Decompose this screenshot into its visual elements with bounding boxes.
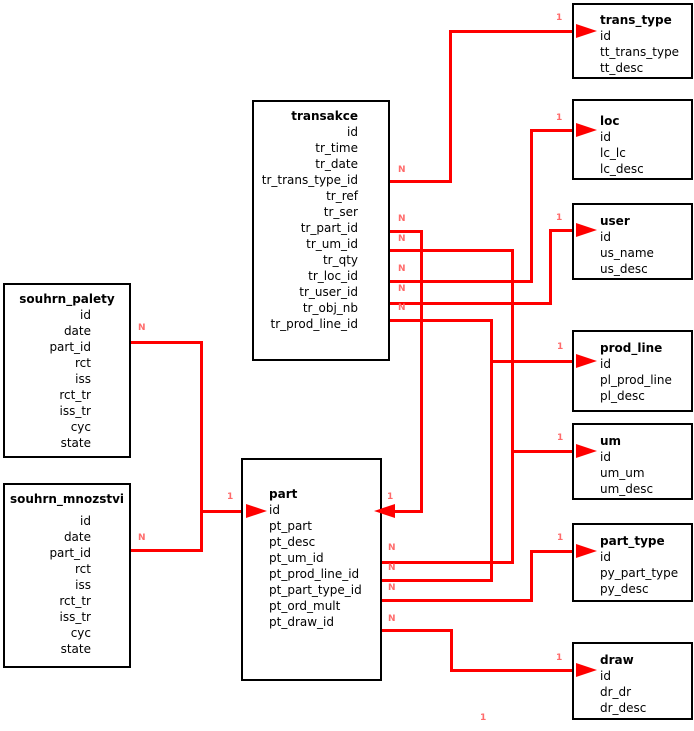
cardinality-1: 1 bbox=[227, 492, 234, 502]
cardinality-stray: 1 bbox=[480, 713, 487, 723]
cardinality-1: 1 bbox=[556, 113, 563, 123]
cardinality-1: 1 bbox=[557, 342, 564, 352]
table-trans-type bbox=[572, 3, 693, 79]
table-part-type-title: part_type bbox=[600, 534, 665, 548]
field-pt_part_type_id: pt_part_type_id bbox=[269, 583, 362, 597]
arrowhead-icon-draw bbox=[576, 663, 597, 677]
field-pt_desc: pt_desc bbox=[269, 535, 316, 549]
field-state: state bbox=[60, 642, 91, 656]
field-tr_qty: tr_qty bbox=[322, 253, 358, 267]
field-tr_obj_nb: tr_obj_nb bbox=[302, 301, 358, 315]
field-pl_prod_line: pl_prod_line bbox=[600, 373, 672, 387]
table-souhrn-palety-fields bbox=[5, 307, 129, 451]
relationship-line bbox=[200, 341, 203, 552]
table-souhrn-mnozstvi-fields bbox=[5, 513, 129, 657]
table-user-title: user bbox=[600, 214, 630, 228]
cardinality-1: 1 bbox=[556, 13, 563, 23]
cardinality-n: N bbox=[398, 165, 406, 175]
table-part-type bbox=[572, 523, 693, 602]
cardinality-n: N bbox=[388, 614, 396, 624]
field-id: id bbox=[600, 450, 611, 464]
field-tt_desc: tt_desc bbox=[600, 61, 644, 75]
table-prod-line-fields bbox=[600, 356, 691, 404]
table-user-fields bbox=[600, 229, 691, 277]
field-tr_user_id: tr_user_id bbox=[299, 285, 358, 299]
cardinality-n: N bbox=[398, 264, 406, 274]
relationship-line bbox=[365, 280, 532, 283]
field-tr_date: tr_date bbox=[315, 157, 358, 171]
field-iss: iss bbox=[75, 372, 91, 386]
field-iss: iss bbox=[75, 578, 91, 592]
cardinality-1: 1 bbox=[556, 653, 563, 663]
relationship-line bbox=[359, 599, 532, 602]
table-um bbox=[572, 423, 693, 500]
table-um-title: um bbox=[600, 434, 622, 448]
field-tt_trans_type: tt_trans_type bbox=[600, 45, 680, 59]
cardinality-n: N bbox=[398, 234, 406, 244]
field-lc_desc: lc_desc bbox=[600, 162, 644, 176]
cardinality-1: 1 bbox=[557, 533, 564, 543]
field-um_desc: um_desc bbox=[600, 482, 654, 496]
table-draw-title: draw bbox=[600, 653, 634, 667]
arrowhead-icon-trans-type bbox=[576, 24, 597, 38]
relationship-line bbox=[365, 302, 551, 305]
field-part_id: part_id bbox=[49, 546, 91, 560]
field-tr_trans_type_id: tr_trans_type_id bbox=[261, 173, 358, 187]
field-tr_loc_id: tr_loc_id bbox=[308, 269, 358, 283]
field-cyc: cyc bbox=[70, 420, 91, 434]
relationship-line bbox=[490, 360, 577, 363]
arrowhead-icon-part-left bbox=[246, 504, 267, 518]
relationship-line bbox=[490, 319, 493, 582]
table-draw bbox=[572, 642, 693, 720]
table-souhrn-mnozstvi bbox=[3, 483, 131, 668]
relationship-line bbox=[530, 550, 577, 553]
table-draw-fields bbox=[600, 668, 691, 716]
cardinality-n: N bbox=[398, 303, 406, 313]
field-dr_desc: dr_desc bbox=[600, 701, 647, 715]
field-pl_desc: pl_desc bbox=[600, 389, 645, 403]
cardinality-1: 1 bbox=[557, 433, 564, 443]
field-id: id bbox=[269, 503, 280, 517]
field-date: date bbox=[63, 530, 91, 544]
field-tr_prod_line_id: tr_prod_line_id bbox=[270, 317, 358, 331]
relationship-line bbox=[449, 30, 452, 183]
arrowhead-icon-prod-line bbox=[576, 354, 597, 368]
field-id: id bbox=[600, 357, 611, 371]
cardinality-n: N bbox=[138, 533, 146, 543]
field-us_name: us_name bbox=[600, 246, 654, 260]
field-id: id bbox=[600, 29, 611, 43]
field-tr_um_id: tr_um_id bbox=[306, 237, 358, 251]
table-souhrn-palety bbox=[3, 283, 131, 458]
table-user bbox=[572, 203, 693, 280]
table-part bbox=[241, 458, 382, 681]
table-prod-line-title: prod_line bbox=[600, 341, 663, 355]
field-id: id bbox=[347, 125, 358, 139]
table-trans-type-title: trans_type bbox=[600, 13, 672, 27]
field-tr_time: tr_time bbox=[315, 141, 358, 155]
relationship-line bbox=[450, 669, 577, 672]
field-tr_ref: tr_ref bbox=[326, 189, 358, 203]
field-id: id bbox=[600, 230, 611, 244]
field-lc_lc: lc_lc bbox=[600, 146, 626, 160]
field-cyc: cyc bbox=[70, 626, 91, 640]
relationship-line bbox=[391, 510, 422, 513]
relationship-line bbox=[511, 249, 514, 564]
table-transakce-title: transakce bbox=[291, 109, 358, 123]
field-id: id bbox=[600, 130, 611, 144]
field-id: id bbox=[80, 308, 91, 322]
arrowhead-icon-user bbox=[576, 223, 597, 237]
table-souhrn-palety-title: souhrn_palety bbox=[19, 292, 115, 306]
cardinality-n: N bbox=[398, 214, 406, 224]
table-trans-type-fields bbox=[600, 28, 691, 76]
relationship-line bbox=[450, 629, 453, 672]
arrowhead-icon-part-type bbox=[576, 544, 597, 558]
field-dr_dr: dr_dr bbox=[600, 685, 632, 699]
field-iss_tr: iss_tr bbox=[59, 610, 91, 624]
cardinality-n: N bbox=[388, 563, 396, 573]
field-um_um: um_um bbox=[600, 466, 645, 480]
cardinality-1: 1 bbox=[556, 213, 563, 223]
table-part-type-fields bbox=[600, 549, 691, 597]
relationship-line bbox=[449, 30, 577, 33]
field-py_desc: py_desc bbox=[600, 582, 649, 596]
cardinality-n: N bbox=[138, 323, 146, 333]
relationship-line bbox=[420, 230, 423, 513]
relationship-line bbox=[530, 129, 533, 283]
field-part_id: part_id bbox=[49, 340, 91, 354]
field-tr_part_id: tr_part_id bbox=[300, 221, 358, 235]
table-loc bbox=[572, 99, 693, 180]
arrowhead-icon-part-right bbox=[374, 504, 395, 518]
field-id: id bbox=[600, 550, 611, 564]
relationship-line bbox=[530, 129, 577, 132]
field-pt_ord_mult: pt_ord_mult bbox=[269, 599, 341, 613]
arrowhead-icon-um bbox=[576, 444, 597, 458]
field-id: id bbox=[600, 669, 611, 683]
table-transakce-fields bbox=[254, 124, 358, 332]
cardinality-n: N bbox=[388, 543, 396, 553]
table-part-title: part bbox=[269, 487, 298, 501]
field-pt_prod_line_id: pt_prod_line_id bbox=[269, 567, 360, 581]
arrowhead-icon-loc bbox=[576, 123, 597, 137]
table-loc-fields bbox=[600, 129, 691, 177]
field-date: date bbox=[63, 324, 91, 338]
field-id: id bbox=[80, 514, 91, 528]
field-rct: rct bbox=[75, 356, 91, 370]
relationship-line bbox=[511, 450, 577, 453]
field-pt_um_id: pt_um_id bbox=[269, 551, 324, 565]
relationship-line bbox=[549, 229, 552, 305]
field-tr_ser: tr_ser bbox=[323, 205, 358, 219]
table-part-fields bbox=[269, 502, 380, 630]
table-um-fields bbox=[600, 449, 691, 497]
table-transakce bbox=[252, 100, 390, 361]
field-us_desc: us_desc bbox=[600, 262, 648, 276]
cardinality-n: N bbox=[398, 284, 406, 294]
field-py_part_type: py_part_type bbox=[600, 566, 679, 580]
table-prod-line bbox=[572, 330, 693, 412]
field-rct_tr: rct_tr bbox=[59, 388, 91, 402]
field-pt_draw_id: pt_draw_id bbox=[269, 615, 334, 629]
relationship-line bbox=[530, 550, 533, 602]
field-rct_tr: rct_tr bbox=[59, 594, 91, 608]
field-state: state bbox=[60, 436, 91, 450]
cardinality-n: N bbox=[388, 583, 396, 593]
cardinality-1: 1 bbox=[387, 492, 394, 502]
field-pt_part: pt_part bbox=[269, 519, 312, 533]
table-souhrn-mnozstvi-title: souhrn_mnozstvi bbox=[9, 492, 125, 506]
table-loc-title: loc bbox=[600, 114, 620, 128]
field-iss_tr: iss_tr bbox=[59, 404, 91, 418]
field-rct: rct bbox=[75, 562, 91, 576]
